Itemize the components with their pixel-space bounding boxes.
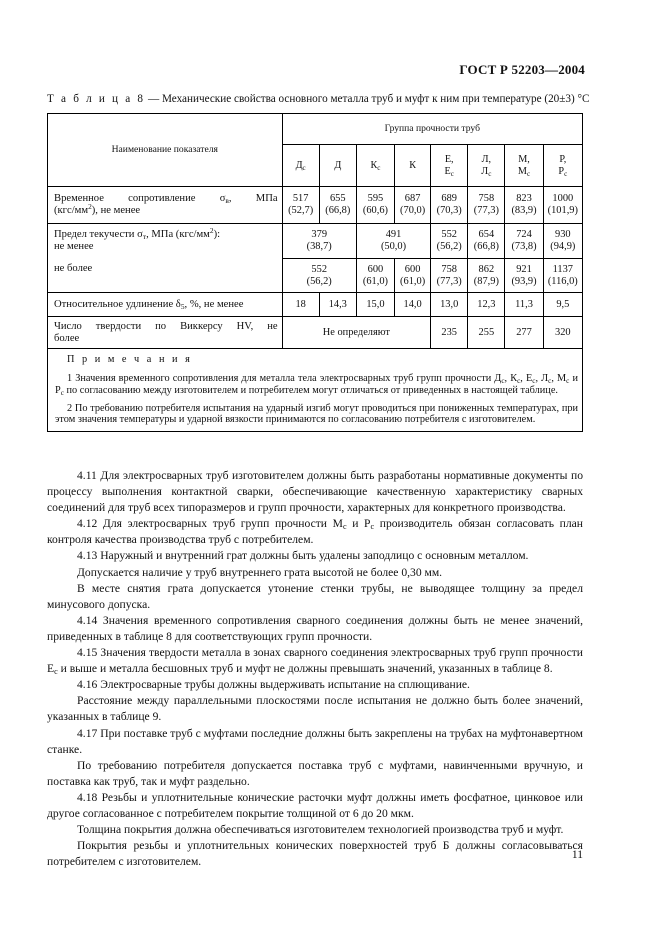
paragraph-4-17: 4.17 При поставке труб с муфтами последние должны быть закреплены на трубах на муфтонавертном станке. bbox=[47, 726, 583, 756]
notes-cell bbox=[48, 349, 583, 432]
table-cell: 13,0 bbox=[431, 293, 468, 317]
yield-strength-label: Предел текучести $\sigma_т$, МПа $(кгс/мм^2)$: не менее bbox=[48, 224, 283, 259]
table-cell: 14,3 bbox=[319, 293, 356, 317]
group-header-cell: М, $М_с$ bbox=[505, 145, 543, 187]
header-strength-group: Группа прочности труб bbox=[282, 114, 582, 145]
paragraph-4-15: 4.15 Значения твердости металла в зонах сварного соединения электросварных труб групп прочности $Е_с$ и выше и металла бесшовных труб и муфт не должны превышать значений, указанных в таблице 8. bbox=[47, 646, 583, 677]
notes-row bbox=[48, 349, 583, 432]
yield-max-label: не более bbox=[48, 259, 283, 293]
tensile-strength-label: Временное сопротивление $\sigma_в$, МПа $(кгс/мм^2)$, не менее bbox=[48, 187, 283, 224]
table-cell: 823 (83,9) bbox=[505, 187, 543, 224]
table-caption-label: Т а б л и ц а 8 bbox=[47, 93, 146, 105]
table-cell: 1000 (101,9) bbox=[543, 187, 582, 224]
tensile-strength-row bbox=[48, 187, 583, 224]
paragraph: В месте снятия грата допускается утонение стенки трубы, не выводящее толщину за предел минусового допуска. bbox=[47, 581, 583, 611]
table-cell: 758 (77,3) bbox=[431, 259, 468, 293]
table-cell: 654 (66,8) bbox=[468, 224, 505, 259]
table-cell: 552 (56,2) bbox=[431, 224, 468, 259]
table-cell: 552 (56,2) bbox=[282, 259, 356, 293]
table-cell: 655 (66,8) bbox=[319, 187, 356, 224]
group-header-cell: Л, $Л_с$ bbox=[468, 145, 505, 187]
table-cell: 491 (50,0) bbox=[356, 224, 430, 259]
note-1: 1 Значения временного сопротивления для металла тела электросварных труб групп прочности $Д_с$, $К_с$, $Е_с$, $Л_с$, $М_с$ и $Р_с$ по согласованию между изготовителем и потребителем могут отличаться от приведенных в настоящей таблице. bbox=[55, 373, 578, 397]
table-cell: 687 (70,0) bbox=[395, 187, 431, 224]
not-defined-cell: Не определяют bbox=[282, 317, 431, 349]
yield-min-row bbox=[48, 224, 583, 259]
paragraph: Покрытия резьбы и уплотнительных конических поверхностей труб Б должны согласовываться потребителем с изготовителем. bbox=[47, 839, 583, 869]
table-cell: 379 (38,7) bbox=[282, 224, 356, 259]
group-header-cell: Д bbox=[319, 145, 356, 187]
paragraph-4-18: 4.18 Резьбы и уплотнительные конические расточки муфт должны иметь фосфатное, цинковое или другое согласованное с потребителем покрытие толщиной от 6 до 20 мкм. bbox=[47, 790, 583, 820]
table-cell: 930 (94,9) bbox=[543, 224, 582, 259]
paragraph: Расстояние между параллельными плоскостями после испытания не должно быть более значений, указанных в таблице 9. bbox=[47, 694, 583, 724]
table-cell: 15,0 bbox=[356, 293, 394, 317]
table-cell: 14,0 bbox=[395, 293, 431, 317]
body-text bbox=[47, 468, 583, 870]
hardness-label: Число твердости по Виккерсу HV, не более bbox=[48, 317, 283, 349]
table-cell: 277 bbox=[505, 317, 543, 349]
group-header-cell: $К_с$ bbox=[356, 145, 394, 187]
table-cell: 724 (73,8) bbox=[505, 224, 543, 259]
hardness-row bbox=[48, 317, 583, 349]
group-header-cell: Е, $Е_с$ bbox=[431, 145, 468, 187]
table-cell: 255 bbox=[468, 317, 505, 349]
notes-title: П р и м е ч а н и я bbox=[67, 354, 193, 365]
paragraph-4-11: 4.11 Для электросварных труб изготовителем должны быть разработаны нормативные документы по процессу выполнения контактной сварки, обеспечивающие качественную характеристику сварных соединений для труб всех типоразмеров и групп прочности, характерных для конкретного производства. bbox=[47, 469, 583, 515]
table-cell: 862 (87,9) bbox=[468, 259, 505, 293]
table-cell: 320 bbox=[543, 317, 582, 349]
paragraph-4-12: 4.12 Для электросварных труб групп прочности $М_с$ и $Р_с$ производитель обязан согласовать план контроля качества производства труб с потребителем. bbox=[47, 517, 583, 547]
paragraph-4-14: 4.14 Значения временного сопротивления сварного соединения должны быть не менее значений, приведенных в таблице 8 для соответствующих групп прочности. bbox=[47, 613, 583, 643]
elongation-label: Относительное удлинение $\delta_5$, %, не менее bbox=[48, 293, 283, 317]
table-cell: 595 (60,6) bbox=[356, 187, 394, 224]
group-header-cell: $Д_с$ bbox=[282, 145, 319, 187]
table-caption bbox=[47, 93, 607, 105]
table-cell: 12,3 bbox=[468, 293, 505, 317]
paragraph: По требованию потребителя допускается поставка труб с муфтами, навинченными вручную, и поставка как труб, так и муфт раздельно. bbox=[47, 758, 583, 788]
yield-max-row bbox=[48, 259, 583, 293]
table-cell: 9,5 bbox=[543, 293, 582, 317]
group-header-cell: К bbox=[395, 145, 431, 187]
paragraph-4-16: 4.16 Электросварные трубы должны выдерживать испытание на сплющивание. bbox=[77, 678, 470, 692]
table-cell: 600 (61,0) bbox=[356, 259, 394, 293]
table-cell: 1137 (116,0) bbox=[543, 259, 582, 293]
document-header: ГОСТ Р 52203—2004 bbox=[459, 62, 585, 77]
elongation-row bbox=[48, 293, 583, 317]
table-cell: 11,3 bbox=[505, 293, 543, 317]
yield-min-label: не менее bbox=[54, 241, 94, 253]
table-cell: 235 bbox=[431, 317, 468, 349]
paragraph: Допускается наличие у труб внутреннего грата высотой не более 0,30 мм. bbox=[77, 565, 443, 579]
table-cell: 921 (93,9) bbox=[505, 259, 543, 293]
page-number: 11 bbox=[571, 849, 583, 861]
table-cell: 18 bbox=[282, 293, 319, 317]
table-cell: 600 (61,0) bbox=[395, 259, 431, 293]
mechanical-properties-table bbox=[47, 113, 583, 432]
table-cell: 517 (52,7) bbox=[282, 187, 319, 224]
header-indicator-name: Наименование показателя bbox=[48, 114, 283, 187]
group-header-cell: Р, $Р_с$ bbox=[543, 145, 582, 187]
table-cell: 689 (70,3) bbox=[431, 187, 468, 224]
table-cell: 758 (77,3) bbox=[468, 187, 505, 224]
note-2: 2 По требованию потребителя испытания на ударный изгиб могут проводиться при пониженных температурах, при этом значения температуры и ударной вязкости принимаются по согласованию потребителя с изготовителем. bbox=[55, 402, 578, 426]
paragraph-4-13: 4.13 Наружный и внутренний грат должны быть удалены заподлицо с основным металлом. bbox=[77, 549, 529, 563]
table-caption-text: — Механические свойства основного металла труб и муфт к ним при температуре (20±3) °С bbox=[145, 93, 590, 105]
paragraph: Толщина покрытия должна обеспечиваться изготовителем технологией производства труб и муфт. bbox=[77, 823, 564, 837]
